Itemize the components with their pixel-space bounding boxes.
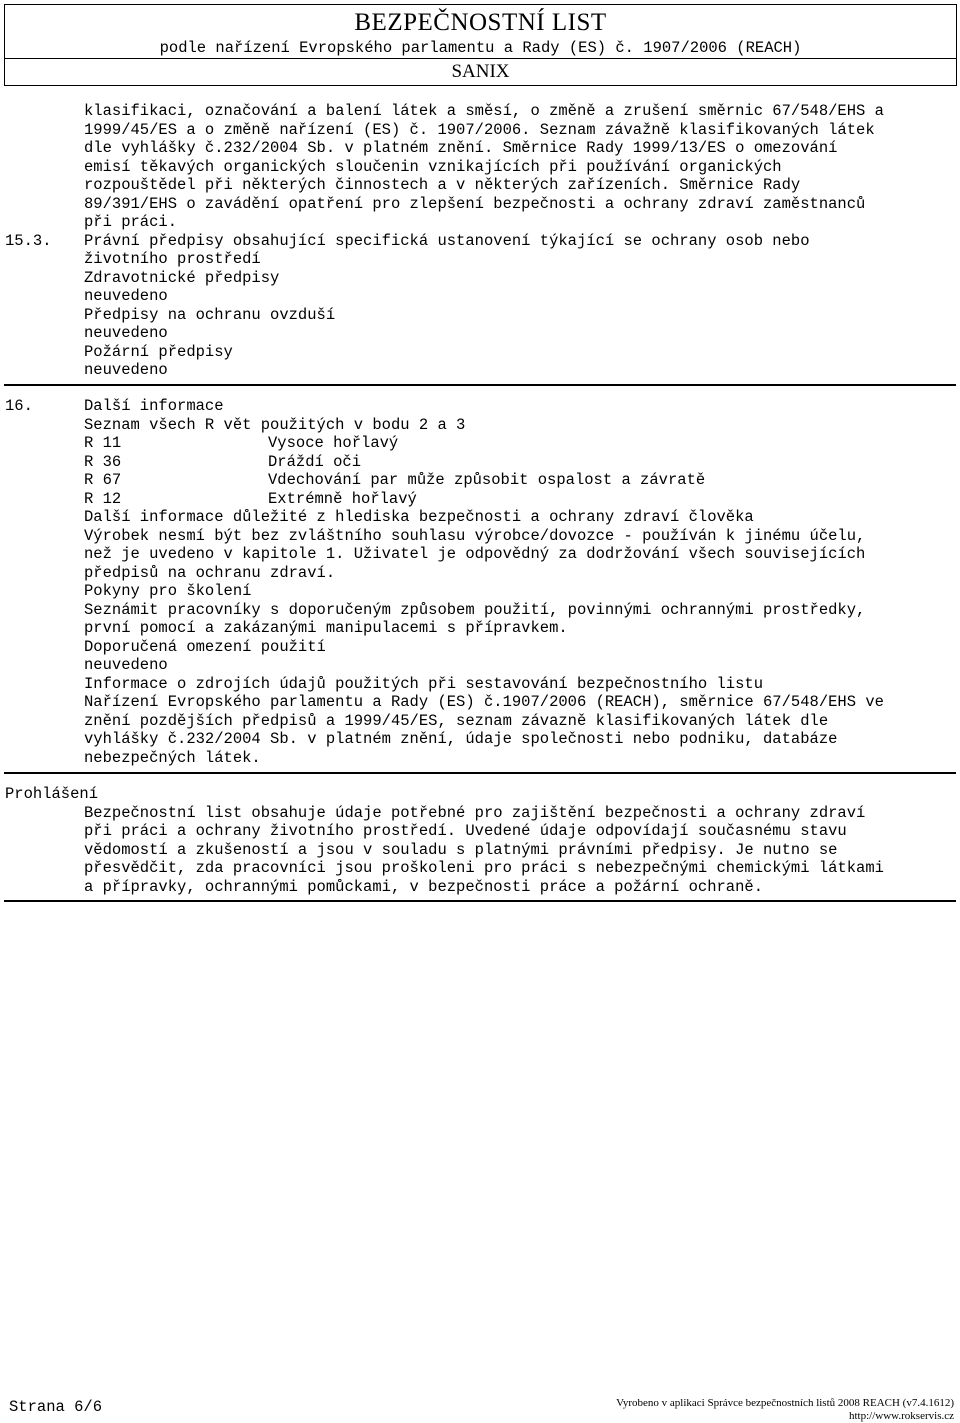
page-number: Strana 6/6 xyxy=(9,1398,103,1416)
r-phrase-code: R 11 xyxy=(84,434,122,452)
declaration-label: Prohlášení xyxy=(5,785,99,803)
r-phrase-code: R 67 xyxy=(84,471,122,489)
subheading: Doporučená omezení použití xyxy=(84,637,326,656)
text-line: Bezpečnostní list obsahuje údaje potřebné pro zajištění bezpečnosti a ochrany zdraví xyxy=(84,803,866,822)
subheading: Další informace důležité z hlediska bezpečnosti a ochrany zdraví člověka xyxy=(84,508,754,526)
section-heading-cont: životního prostředí xyxy=(84,250,261,268)
text-line: 89/391/EHS o zavádění opatření pro zlepšení bezpečnosti a ochrany zdraví zaměstnanců xyxy=(84,194,866,213)
subheading: Předpisy na ochranu ovzduší xyxy=(84,305,336,324)
r-phrase-code: R 36 xyxy=(84,452,122,471)
section-number: 16. xyxy=(5,397,33,415)
section-divider xyxy=(4,384,956,386)
subheading: Požární předpisy xyxy=(84,342,233,361)
text-line: Výrobek nesmí být bez zvláštního souhlasu výrobce/dovozce - používán k jinému účelu, xyxy=(84,526,866,545)
document-header xyxy=(4,4,957,86)
section-heading: Právní předpisy obsahující specifická ustanovení týkající se ochrany osob nebo xyxy=(84,231,810,250)
r-phrase-text: Dráždí oči xyxy=(268,452,362,471)
subheading: Pokyny pro školení xyxy=(84,582,252,600)
value-text: neuvedeno xyxy=(84,324,168,342)
text-line: rozpouštědel při některých činnostech a v některých zařízeních. Směrnice Rady xyxy=(84,176,801,194)
text-line: při práci a ochrany životního prostředí. Uvedené údaje odpovídají současnému stavu xyxy=(84,822,847,840)
section-heading: Další informace xyxy=(84,397,224,415)
text-line: přesvědčit, zda pracovníci jsou proškoleni pro práci s nebezpečnými chemickými látkami xyxy=(84,859,884,877)
generator-text: Vyrobeno v aplikaci Správce bezpečnostních listů 2008 REACH (v7.4.1612) xyxy=(616,1397,954,1409)
text-line: a přípravky, ochrannými pomůckami, v bezpečnosti práce a požární ochraně. xyxy=(84,877,764,896)
subheading: Informace o zdrojích údajů použitých při sestavování bezpečnostního listu xyxy=(84,674,764,693)
value-text: neuvedeno xyxy=(84,656,168,674)
text-line: Nařízení Evropského parlamentu a Rady (ES) č.1907/2006 (REACH), směrnice 67/548/EHS ve xyxy=(84,693,884,711)
r-phrase-text: Vysoce hořlavý xyxy=(268,434,399,452)
text-line: první pomocí a zakázanými manipulacemi s přípravkem. xyxy=(84,619,568,637)
text-line: nebezpečných látek. xyxy=(84,748,261,767)
subheading: Seznam všech R vět použitých v bodu 2 a 3 xyxy=(84,415,466,434)
text-line: Seznámit pracovníky s doporučeným způsobem použití, povinnými ochrannými prostředky, xyxy=(84,600,866,619)
product-name: SANIX xyxy=(451,61,510,82)
value-text: neuvedeno xyxy=(84,361,168,379)
section-divider xyxy=(4,900,956,902)
text-line: vědomostí a zkušeností a jsou v souladu s platnými právními předpisy. Je nutno se xyxy=(84,840,838,859)
r-phrase-code: R 12 xyxy=(84,489,122,508)
document-subtitle: podle nařízení Evropského parlamentu a Rady (ES) č. 1907/2006 (REACH) xyxy=(159,39,802,57)
text-line: znění pozdějších předpisů a 1999/45/ES, seznam závazně klasifikovaných látek dle xyxy=(84,711,829,730)
text-line: předpisů na ochranu zdraví. xyxy=(84,563,336,582)
text-line: dle vyhlášky č.232/2004 Sb. v platném znění. Směrnice Rady 1999/13/ES o omezování xyxy=(84,139,838,157)
text-line: při práci. xyxy=(84,213,178,231)
value-text: neuvedeno xyxy=(84,287,168,305)
text-line: emisí těkavých organických sloučenin vznikajících při používání organických xyxy=(84,157,782,176)
footer-generator xyxy=(616,1397,954,1423)
text-line: než je uvedeno v kapitole 1. Uživatel je odpovědný za dodržování všech souvisejících xyxy=(84,545,866,563)
section-divider xyxy=(4,772,956,774)
header-title-block xyxy=(5,5,956,59)
document-title: BEZPEČNOSTNÍ LIST xyxy=(354,9,607,36)
r-phrase-text: Extrémně hořlavý xyxy=(268,489,417,508)
r-phrase-text: Vdechování par může způsobit ospalost a závratě xyxy=(268,471,706,489)
text-line: 1999/45/ES a o změně nařízení (ES) č. 1907/2006. Seznam závažně klasifikovaných látek xyxy=(84,120,875,139)
generator-url[interactable]: http://www.rokservis.cz xyxy=(849,1410,954,1422)
text-line: klasifikaci, označování a balení látek a směsí, o změně a zrušení směrnic 67/548/EHS a xyxy=(84,102,884,120)
text-line: vyhlášky č.232/2004 Sb. v platném znění, údaje společnosti nebo podniku, databáze xyxy=(84,730,838,748)
section-number: 15.3. xyxy=(5,231,52,250)
subheading: Zdravotnické předpisy xyxy=(84,268,280,287)
